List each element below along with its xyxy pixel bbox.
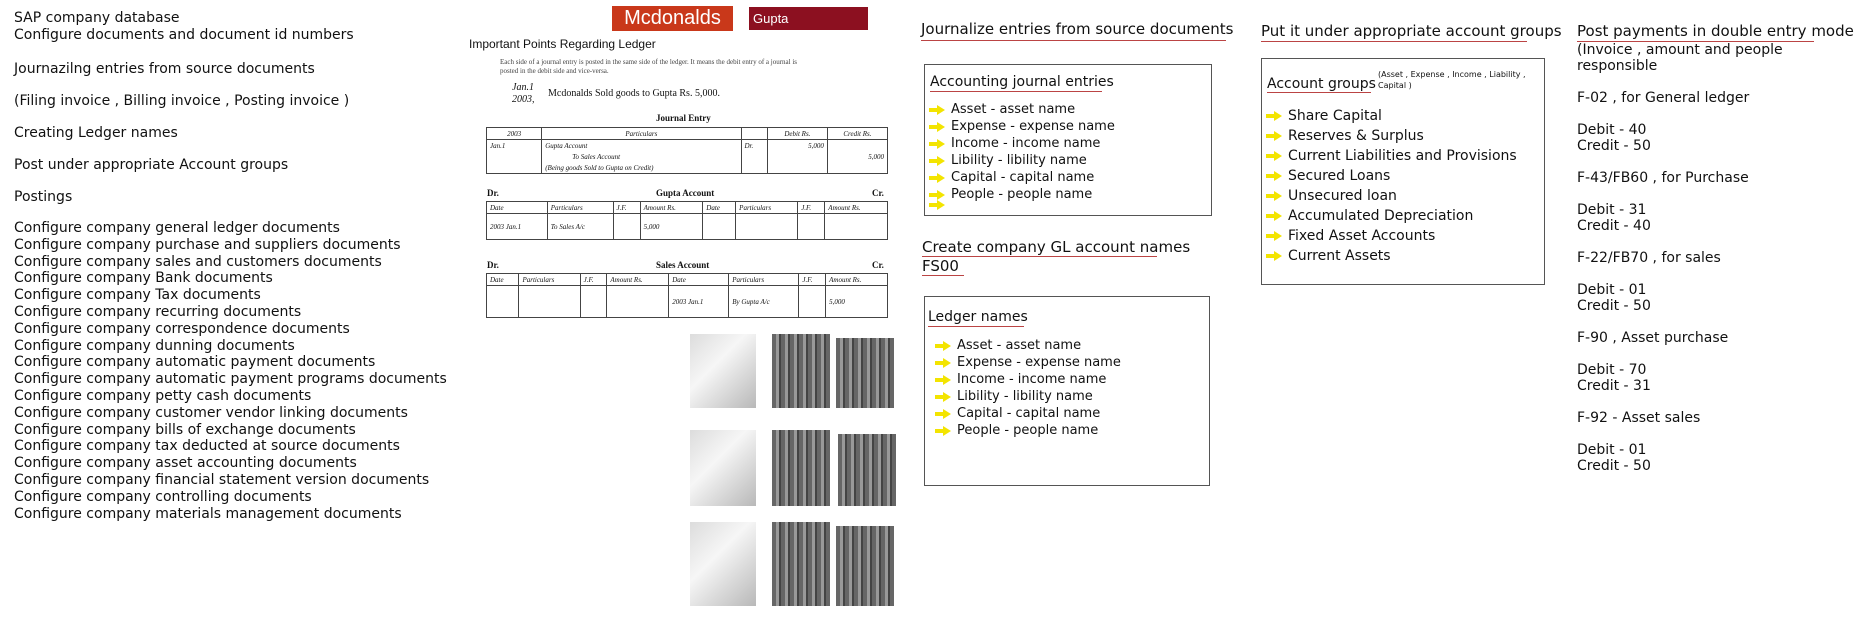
cell: [736, 214, 798, 240]
gl-heading: Create company GL account names: [922, 238, 1191, 256]
list-item: [1266, 106, 1517, 126]
list-item-label: Libility - libility name: [951, 153, 1087, 168]
arrow-icon: [935, 375, 951, 385]
journal-title: Journal Entry: [656, 113, 711, 123]
list-item: [929, 118, 1115, 135]
arrow-icon: [935, 341, 951, 351]
ledger-name-list: [935, 337, 1121, 439]
config-item: Configure company petty cash documents: [14, 388, 312, 404]
cell: [741, 151, 767, 162]
cell: Amount Rs.: [826, 274, 888, 286]
arrow-icon: [935, 426, 951, 436]
cell: [703, 214, 736, 240]
list-item: [929, 101, 1115, 118]
header-line: (Filing invoice , Billing invoice , Posting invoice ): [14, 93, 350, 109]
cell: [827, 162, 887, 174]
arrow-icon: [1266, 151, 1282, 161]
box-title-underline: [1267, 92, 1371, 93]
config-item: Configure company sales and customers documents: [14, 253, 382, 270]
ledger-statement: Mcdonalds Sold goods to Gupta Rs. 5,000.: [548, 88, 720, 99]
company-badge: Mcdonalds: [612, 6, 733, 31]
transaction-code: F-22/FB70 , for sales: [1577, 250, 1721, 266]
journal-entry-list: [929, 101, 1115, 203]
cell: [487, 151, 542, 162]
list-item-label: Accumulated Depreciation: [1288, 208, 1474, 224]
posting-line: Credit - 40: [1577, 218, 1651, 234]
cell: [487, 162, 542, 174]
posting-line: Debit - 70: [1577, 362, 1647, 378]
journal-heading: Journalize entries from source documents: [921, 20, 1234, 38]
list-item: [929, 186, 1115, 203]
cr-label: Cr.: [872, 188, 884, 198]
list-item-label: People - people name: [957, 423, 1099, 438]
header-line: SAP company database: [14, 10, 180, 26]
cell: J.F.: [613, 202, 640, 214]
box-title-underline: [928, 326, 1024, 327]
cell: [487, 286, 519, 318]
header-line: Configure documents and document id numbers: [14, 27, 354, 43]
payments-heading: Post payments in double entry mode: [1577, 22, 1854, 40]
ledger-date: [512, 82, 535, 106]
notebook-photo: [690, 334, 756, 408]
config-item: Configure company automatic payment programs documents: [14, 371, 447, 388]
header-line: Post under appropriate Account groups: [14, 157, 289, 173]
list-item: [929, 152, 1115, 169]
gl-code: FS00: [922, 257, 959, 275]
config-item: Configure company purchase and suppliers documents: [14, 236, 401, 253]
col-header: 2003: [487, 128, 542, 140]
cell: [580, 286, 607, 318]
arrow-icon: [929, 190, 945, 200]
config-item: Configure company Bank documents: [14, 270, 273, 287]
list-item-label: Income - income name: [957, 372, 1107, 387]
cell: [613, 214, 640, 240]
cell: Date: [487, 274, 519, 286]
arrow-icon: [935, 358, 951, 368]
list-item-label: Income - income name: [951, 136, 1101, 151]
arrow-icon: [1266, 251, 1282, 261]
list-item-label: Fixed Asset Accounts: [1288, 228, 1436, 244]
cell: Amount Rs.: [640, 202, 703, 214]
cell: 2003 Jan.1: [669, 286, 729, 318]
cell: Amount Rs.: [607, 274, 669, 286]
cell: 5,000: [826, 286, 888, 318]
cell: [767, 151, 827, 162]
cell: To Sales Account: [542, 151, 741, 162]
building-photo: [836, 338, 894, 408]
arrow-icon: [929, 139, 945, 149]
ledger-names-box: [924, 296, 1210, 486]
gupta-account-title: Gupta Account: [656, 188, 715, 198]
config-item: Configure company automatic payment documents: [14, 354, 376, 371]
box-subtitle: (Asset , Expense , Income , Liability , Capital ): [1378, 70, 1526, 90]
posting-line: Credit - 31: [1577, 378, 1651, 394]
list-item-label: Current Liabilities and Provisions: [1288, 148, 1517, 164]
arrow-icon: [1266, 231, 1282, 241]
cell: [827, 140, 887, 152]
config-item: Configure company bills of exchange documents: [14, 421, 356, 438]
list-item-label: Unsecured loan: [1288, 188, 1397, 204]
arrow-icon: [1266, 111, 1282, 121]
cell: [767, 162, 827, 174]
arrow-icon: [935, 409, 951, 419]
date-line: 2003,: [512, 94, 535, 105]
heading-underline: [921, 40, 1226, 41]
cell: J.F.: [580, 274, 607, 286]
header-line: Creating Ledger names: [14, 125, 178, 141]
transaction-code: F-92 - Asset sales: [1577, 410, 1701, 426]
box-title: Account groups: [1267, 76, 1376, 92]
posting-line: Debit - 31: [1577, 202, 1647, 218]
list-item: [935, 354, 1121, 371]
cell: [519, 286, 580, 318]
cell: To Sales A/c: [547, 214, 613, 240]
cell: Jan.1: [487, 140, 542, 152]
config-item: Configure company financial statement version documents: [14, 472, 430, 488]
date-line: Jan.1: [512, 82, 534, 93]
box-title: Ledger names: [928, 309, 1028, 325]
ledger-note: Each side of a journal entry is posted in the same side of the ledger. It means the debit entry of a journal is posted in the debit side and vice-versa.: [500, 58, 798, 75]
arrow-icon: [929, 200, 945, 210]
sales-ledger-table: [486, 273, 888, 318]
list-item-label: Asset - asset name: [951, 102, 1076, 117]
list-item-label: Expense - expense name: [957, 355, 1121, 370]
account-group-list: [1266, 106, 1517, 266]
list-item-label: Reserves & Surplus: [1288, 128, 1424, 144]
arrow-icon: [929, 122, 945, 132]
config-item: Configure company dunning documents: [14, 337, 295, 354]
list-item: [935, 422, 1121, 439]
building-photo: [772, 430, 830, 506]
cell: Amount Rs.: [825, 202, 888, 214]
cell: [798, 214, 825, 240]
cell: Date: [703, 202, 736, 214]
box-title-underline: [930, 91, 1102, 92]
payments-subheading: (Invoice , amount and people responsible: [1577, 42, 1783, 74]
cell: J.F.: [798, 202, 825, 214]
list-item: [935, 405, 1121, 422]
journal-table: [486, 127, 888, 174]
gupta-ledger-table: [486, 201, 888, 240]
cell: Date: [669, 274, 729, 286]
cell: Particulars: [519, 274, 580, 286]
col-header: Credit Rs.: [827, 128, 887, 140]
cell: Dr.: [741, 140, 767, 152]
list-item-label: Libility - libility name: [957, 389, 1093, 404]
header-line: Postings: [14, 189, 73, 205]
cell: Gupta Account: [542, 140, 741, 152]
transaction-code: F-90 , Asset purchase: [1577, 330, 1729, 346]
list-item: [1266, 226, 1517, 246]
notebook-photo: [690, 522, 756, 606]
notebook-photo: [690, 430, 756, 506]
config-item: Configure company materials management documents: [14, 505, 402, 522]
list-item: [935, 371, 1121, 388]
list-item-label: People - people name: [951, 187, 1093, 202]
arrow-icon: [929, 156, 945, 166]
arrow-icon: [929, 105, 945, 115]
posting-line: Credit - 50: [1577, 298, 1651, 314]
account-groups-box: [1261, 58, 1545, 285]
col-header: Particulars: [542, 128, 741, 140]
dr-label: Dr.: [487, 260, 499, 270]
posting-line: Credit - 50: [1577, 138, 1651, 154]
cell: (Being goods Sold to Gupta on Credit): [542, 162, 741, 174]
arrow-icon: [1266, 211, 1282, 221]
col-header: Debit Rs.: [767, 128, 827, 140]
list-item: [1266, 246, 1517, 266]
arrow-icon: [1266, 171, 1282, 181]
building-photo: [772, 334, 830, 408]
cell: [799, 286, 826, 318]
posting-line: Credit - 50: [1577, 458, 1651, 474]
cell: Particulars: [547, 202, 613, 214]
config-item: Configure company controlling documents: [14, 488, 312, 505]
list-item-label: Asset - asset name: [957, 338, 1082, 353]
posting-line: Debit - 01: [1577, 282, 1647, 298]
config-item: Configure company Tax documents: [14, 287, 261, 304]
list-item: [935, 337, 1121, 354]
list-item-label: Expense - expense name: [951, 119, 1115, 134]
col-header: [741, 128, 767, 140]
list-item-label: Share Capital: [1288, 108, 1382, 124]
cell: [741, 162, 767, 174]
list-item-label: Current Assets: [1288, 248, 1391, 264]
config-item: Configure company customer vendor linking documents: [14, 404, 408, 421]
list-item: [1266, 126, 1517, 146]
transaction-code: F-43/FB60 , for Purchase: [1577, 170, 1749, 186]
cell: [607, 286, 669, 318]
dr-label: Dr.: [487, 188, 499, 198]
list-item: [1266, 146, 1517, 166]
config-item: Configure company asset accounting documents: [14, 455, 357, 472]
arrow-icon: [935, 392, 951, 402]
arrow-icon: [929, 173, 945, 183]
cell: 5,000: [827, 151, 887, 162]
arrow-icon: [1266, 131, 1282, 141]
cell: 5,000: [767, 140, 827, 152]
payments-list: [1577, 90, 1847, 570]
config-item: Configure company general ledger documents: [14, 220, 340, 236]
list-item: [1266, 186, 1517, 206]
building-photo: [838, 434, 896, 506]
posting-line: Debit - 01: [1577, 442, 1647, 458]
list-item: [1266, 166, 1517, 186]
groups-heading: Put it under appropriate account groups: [1261, 22, 1562, 40]
ledger-title: Important Points Regarding Ledger: [469, 37, 656, 51]
cell: [825, 214, 888, 240]
code-underline: [922, 275, 964, 276]
list-item: [929, 169, 1115, 186]
config-item: Configure company recurring documents: [14, 304, 302, 320]
box-title: Accounting journal entries: [930, 74, 1114, 90]
heading-underline: [1261, 41, 1527, 42]
cr-label: Cr.: [872, 260, 884, 270]
posting-line: Debit - 40: [1577, 122, 1647, 138]
cell: Date: [487, 202, 548, 214]
customer-badge: Gupta: [749, 7, 868, 30]
cell: Particulars: [729, 274, 799, 286]
building-photo: [772, 522, 830, 606]
config-item: Configure company correspondence documents: [14, 320, 350, 337]
arrow-icon: [1266, 191, 1282, 201]
journal-entries-box: [924, 64, 1212, 216]
config-item: Configure company tax deducted at source documents: [14, 438, 400, 455]
cell: By Gupta A/c: [729, 286, 799, 318]
list-item: [1266, 206, 1517, 226]
building-photo: [836, 526, 894, 606]
sales-account-title: Sales Account: [656, 260, 710, 270]
cell: 2003 Jan.1: [487, 214, 548, 240]
cell: Particulars: [736, 202, 798, 214]
list-item: [935, 388, 1121, 405]
header-line: Journazilng entries from source documents: [14, 61, 315, 77]
list-item-label: Secured Loans: [1288, 168, 1391, 184]
list-item-label: Capital - capital name: [957, 406, 1101, 421]
cell: J.F.: [799, 274, 826, 286]
transaction-code: F-02 , for General ledger: [1577, 90, 1750, 106]
list-item: [929, 135, 1115, 152]
cell: 5,000: [640, 214, 703, 240]
list-item-label: Capital - capital name: [951, 170, 1095, 185]
